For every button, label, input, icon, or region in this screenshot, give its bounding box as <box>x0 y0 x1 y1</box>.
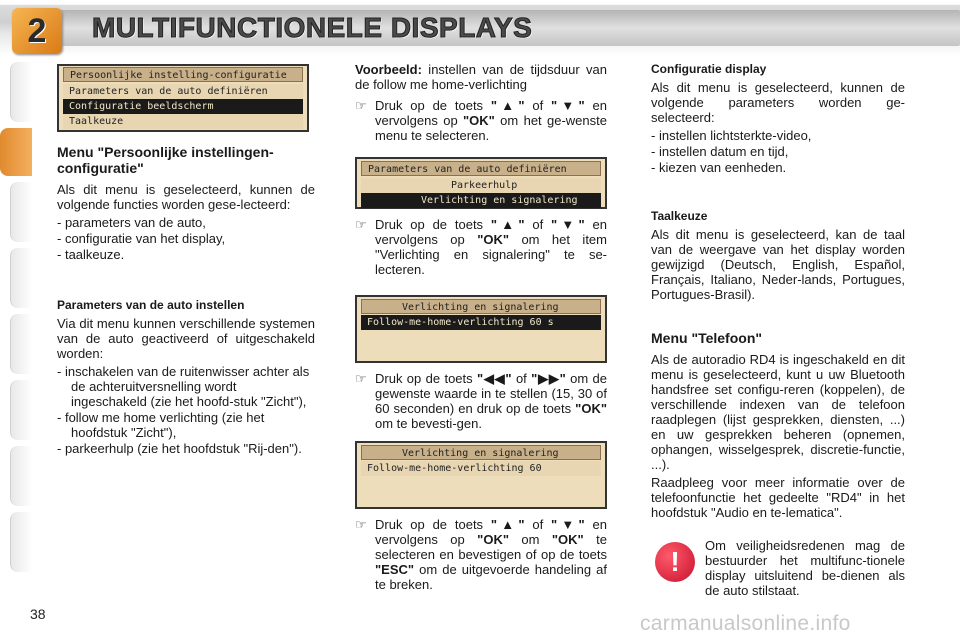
warning-icon: ! <box>655 542 695 582</box>
side-tab <box>10 512 32 572</box>
step-2 <box>355 217 607 277</box>
warning-text: Om veiligheidsredenen mag de bestuurder het multifunc-tionele display uitsluitend be-dienen als de auto stilstaat. <box>705 538 905 598</box>
menu-intro: Als dit menu is geselecteerd, kunnen de volgende functies worden gese-lecteerd: <box>57 182 315 212</box>
side-tab <box>10 248 32 308</box>
params-heading: Parameters van de auto instellen <box>57 298 245 312</box>
up-key: "▲" <box>490 517 525 532</box>
display-screen-lighting-edit <box>355 441 607 509</box>
screen-row: Parkeerhulp <box>361 178 601 193</box>
list-item: - instellen lichtsterkte-video, <box>651 128 905 143</box>
config-intro: Als dit menu is geselecteerd, kunnen de volgende parameters worden ge-selecteerd: <box>651 80 905 125</box>
list-item: - taalkeuze. <box>57 247 315 262</box>
down-key: "▼" <box>551 98 585 113</box>
up-key: "▲" <box>490 98 525 113</box>
ok-key: "OK" <box>551 532 584 547</box>
step-text: om de uitgevoerde handeling af te breken. <box>375 562 607 592</box>
watermark: carmanualsonline.info <box>640 612 851 635</box>
column-2 <box>355 62 607 602</box>
step-text: Druk op de toets <box>375 517 491 532</box>
screen-title: Verlichting en signalering <box>361 299 601 314</box>
list-item: - configuratie van het display, <box>57 231 315 246</box>
step-text: om te bevesti-gen. <box>375 416 482 431</box>
side-tab <box>10 446 32 506</box>
step-text: en vervolgens op <box>375 517 607 547</box>
step-3 <box>355 371 607 431</box>
column-1 <box>57 64 315 457</box>
screen-row: Taalkeuze <box>63 114 303 129</box>
display-screen-menu <box>57 64 309 132</box>
screen-row-highlighted: Configuratie beeldscherm <box>63 99 303 114</box>
chapter-badge <box>12 8 62 54</box>
display-screen-lighting <box>355 295 607 363</box>
screen-row-highlighted: Verlichting en signalering <box>361 193 601 208</box>
example-text: instellen van de tijdsduur van de follow me home-verlichting <box>355 62 607 92</box>
step-text: of <box>524 517 552 532</box>
page-title: MULTIFUNCTIONELE DISPLAYS <box>92 12 533 43</box>
step-1 <box>355 98 607 143</box>
up-key: "▲" <box>490 217 525 232</box>
step-text: om het item "Verlichting en signalering" te se-lecteren. <box>375 232 607 277</box>
params-intro: Via dit menu kunnen verschillende systemen van de auto geactiveerd of uitgeschakeld worden: <box>57 316 315 361</box>
screen-row: Parameters van de auto definiëren <box>63 84 303 99</box>
step-text: en vervolgens op <box>375 217 607 247</box>
ok-key: "OK" <box>463 113 495 128</box>
step-text: te selecteren en bevestigen of op de toets <box>375 532 607 562</box>
list-item: - parkeerhulp (zie het hoofdstuk "Rij-den"). <box>57 441 315 456</box>
language-heading: Taalkeuze <box>651 209 708 223</box>
list-item: - inschakelen van de ruitenwisser achter als de achteruitversnelling wordt ingeschakeld (zie het hoofd-stuk "Zicht"), <box>57 364 315 409</box>
esc-key: "ESC" <box>375 562 415 577</box>
step-text: of <box>511 371 532 386</box>
step-text: om het ge-wenste menu te selecteren. <box>375 113 607 143</box>
step-text: en vervolgens op <box>375 98 607 128</box>
screen-title: Persoonlijke instelling-configuratie <box>63 67 303 82</box>
step-text: om de gewenste waarde in te stellen (15, 30 of 60 seconden) en druk op de toets <box>375 371 607 416</box>
step-text: om <box>509 532 552 547</box>
screen-title: Parameters van de auto definiëren <box>361 161 601 176</box>
language-text: Als dit menu is geselecteerd, kan de taal van de weergave van het display worden gewijzigd (Deutsch, English, Español, Français, Italiano, Neder-lands, Portugues, Portugues-Brasil). <box>651 227 905 302</box>
down-key: "▼" <box>551 217 585 232</box>
chapter-number: 2 <box>27 11 47 50</box>
config-heading: Configuratie display <box>651 62 767 76</box>
example-paragraph <box>355 62 607 92</box>
list-item: - parameters van de auto, <box>57 215 315 230</box>
column-3 <box>651 62 905 601</box>
screen-row: Follow-me-home-verlichting 60 <box>361 461 601 476</box>
screen-row-highlighted: Follow-me-home-verlichting 60 s <box>361 315 601 330</box>
list-item: - kiezen van eenheden. <box>651 160 905 175</box>
page-number: 38 <box>30 606 46 622</box>
step-text: of <box>524 217 552 232</box>
step-text: of <box>524 98 552 113</box>
phone-heading: Menu "Telefoon" <box>651 330 763 346</box>
side-tab <box>10 182 32 242</box>
phone-text: Als de autoradio RD4 is ingeschakeld en dit menu is geselecteerd, kunt u uw Bluetooth handsfree set configu-reren (koppelen), de verschillende indexen van de telefoon raadplegen (lijst gesprekken, diensten, ...) en uw gesprekken beheren (opnemen, ophangen, wisselgesprek, discretie-functie, ...). <box>651 352 905 472</box>
side-tab <box>10 314 32 374</box>
pointing-hand-icon: ☞ <box>355 371 367 386</box>
step-4 <box>355 517 607 592</box>
side-tab <box>10 380 32 440</box>
list-item: - follow me home verlichting (zie het hoofdstuk "Zicht"), <box>57 410 315 440</box>
example-label: Voorbeeld: <box>355 62 422 77</box>
config-list <box>651 128 905 175</box>
side-tabs <box>0 62 32 582</box>
forward-key: "▶▶" <box>531 371 566 386</box>
side-tab-active <box>0 128 32 176</box>
step-text: Druk op de toets <box>375 98 491 113</box>
list-item: - instellen datum en tijd, <box>651 144 905 159</box>
params-list <box>57 364 315 456</box>
ok-key: "OK" <box>575 401 607 416</box>
ok-key: "OK" <box>477 232 510 247</box>
pointing-hand-icon: ☞ <box>355 217 367 232</box>
side-tab <box>10 62 32 122</box>
pointing-hand-icon: ☞ <box>355 517 367 532</box>
menu-heading: Menu "Persoonlijke instellingen-configuratie" <box>57 144 274 176</box>
rewind-key: "◀◀" <box>477 371 512 386</box>
phone-text: Raadpleeg voor meer informatie over de telefoonfunctie het gedeelte "RD4" in het hoofdstuk "Audio en te-lematica". <box>651 475 905 520</box>
step-text: Druk op de toets <box>375 217 491 232</box>
warning-box <box>651 538 905 598</box>
ok-key: "OK" <box>477 532 509 547</box>
screen-title: Verlichting en signalering <box>361 445 601 460</box>
pointing-hand-icon: ☞ <box>355 98 367 113</box>
menu-list <box>57 215 315 262</box>
display-screen-parameters <box>355 157 607 209</box>
down-key: "▼" <box>551 517 585 532</box>
step-text: Druk op de toets <box>375 371 478 386</box>
